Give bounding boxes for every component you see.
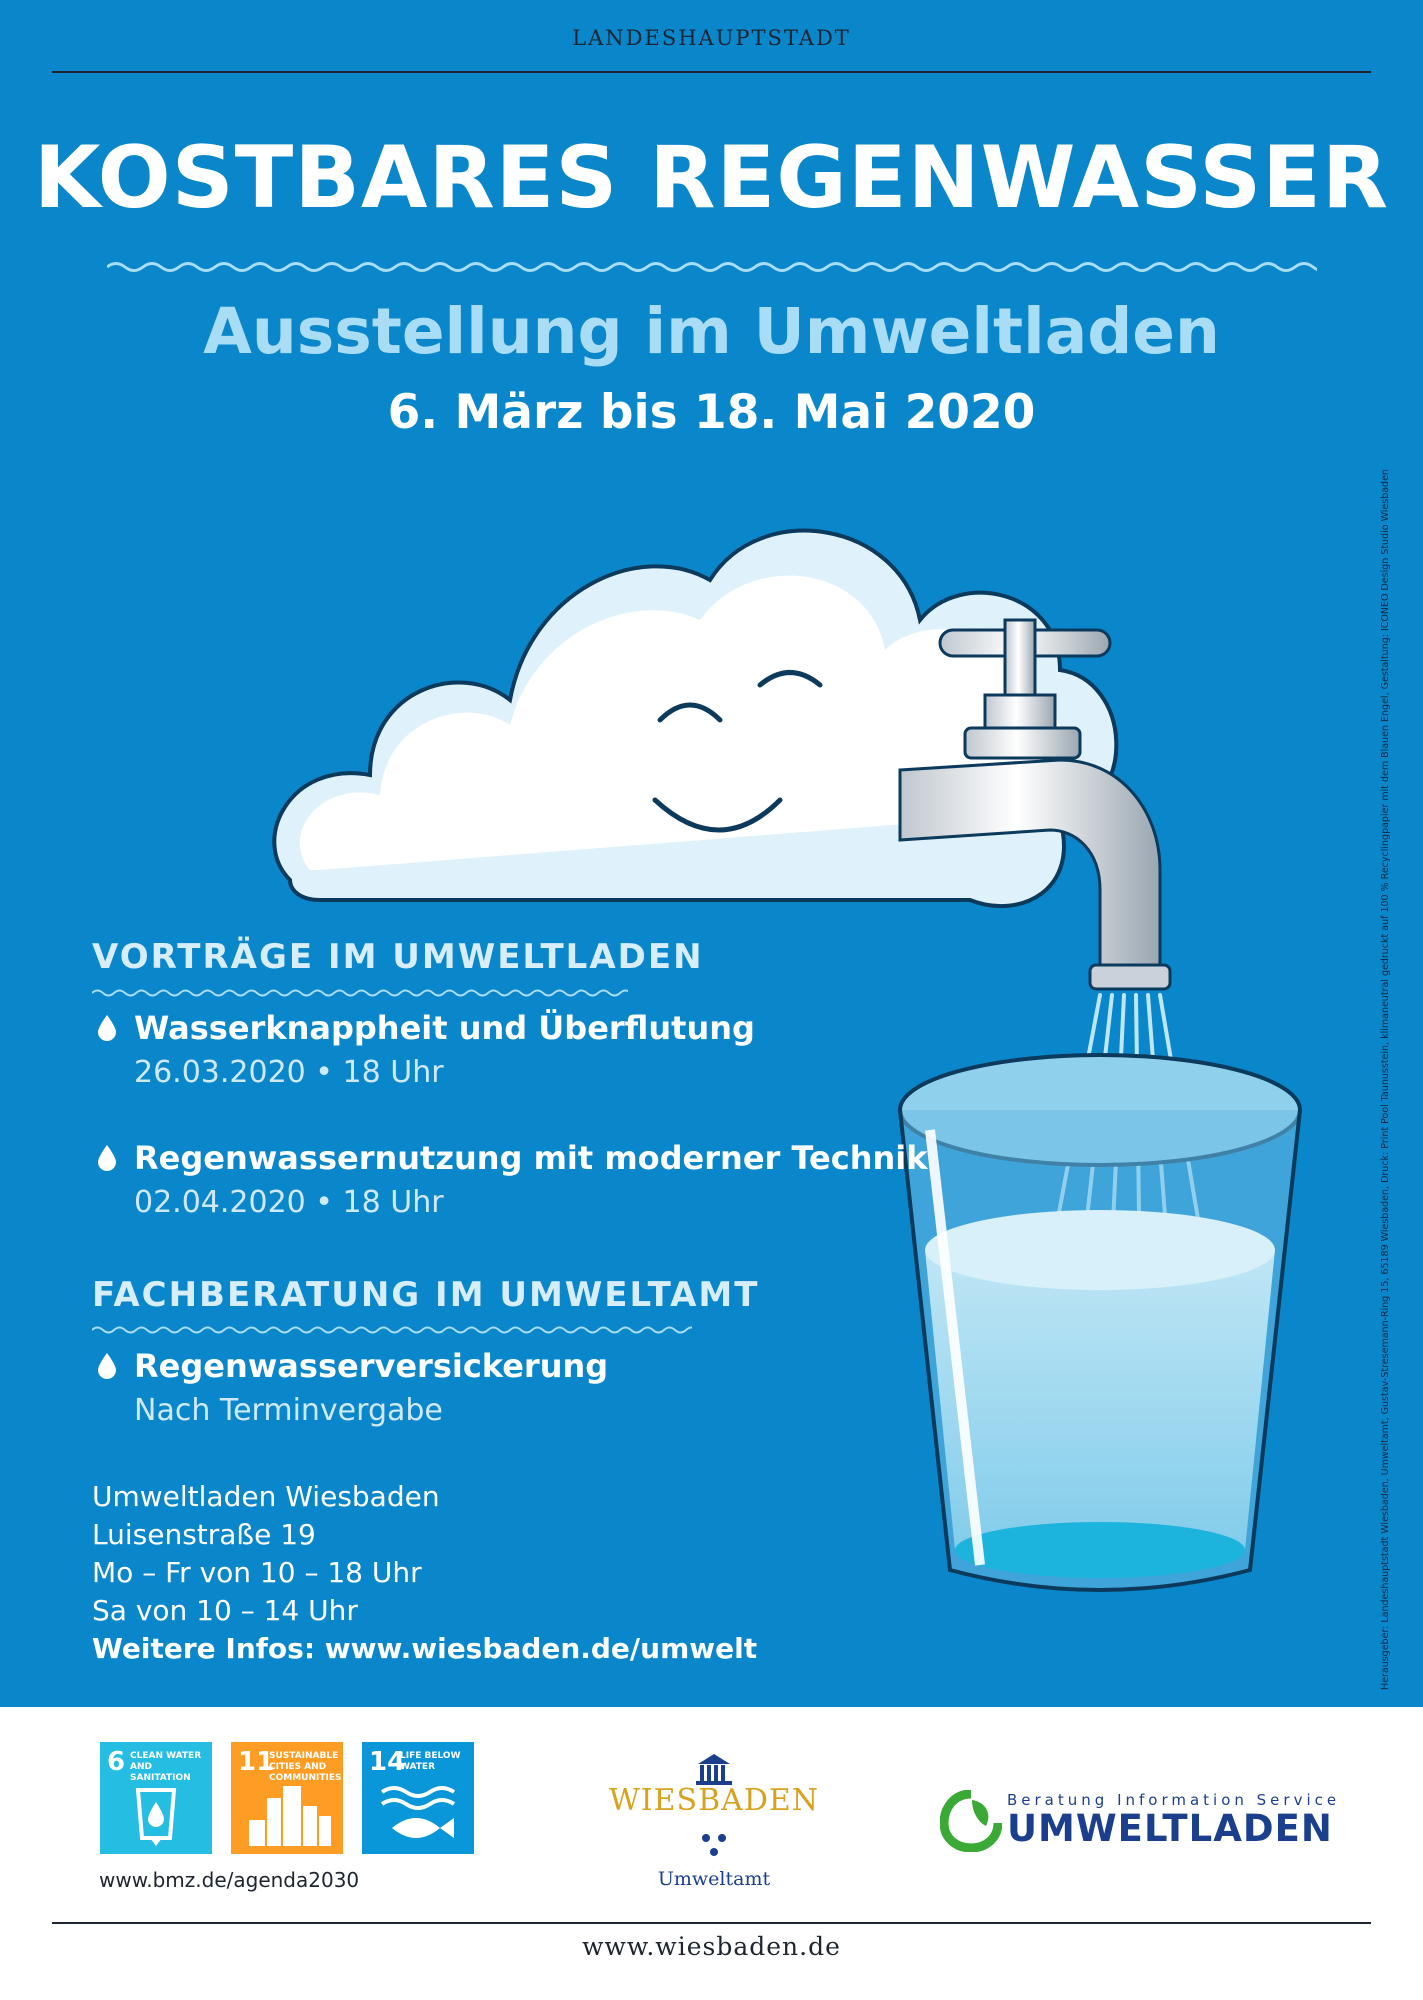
- contact-line-4: Sa von 10 – 14 Uhr: [92, 1594, 358, 1627]
- sdg-11-badge[interactable]: 11 SUSTAINABLE CITIES AND COMMUNITIES: [231, 1742, 343, 1854]
- exhibition-dates: 6. März bis 18. Mai 2020: [387, 385, 1036, 440]
- water-drop-bullet-icon: [98, 1145, 116, 1171]
- sdg-14-badge[interactable]: 14 LIFE BELOW WATER: [362, 1742, 474, 1854]
- umweltladen-leaf-logo-icon: [940, 1790, 1002, 1852]
- talks-heading: VORTRÄGE IM UMWELTLADEN: [92, 937, 704, 977]
- bmz-agenda-link[interactable]: www.bmz.de/agenda2030: [99, 1868, 360, 1892]
- top-label: LANDESHAUPTSTADT: [572, 26, 851, 50]
- wiesbaden-building-icon: [694, 1752, 734, 1786]
- consulting-heading: FACHBERATUNG IM UMWELTAMT: [92, 1275, 760, 1315]
- talks-wave-divider: [92, 986, 628, 1000]
- wiesbaden-umweltamt-label: Umweltamt: [657, 1868, 771, 1890]
- umweltladen-tagline: Beratung Information Service: [1007, 1791, 1341, 1809]
- more-info-link[interactable]: Weitere Infos: www.wiesbaden.de/umwelt: [92, 1632, 758, 1665]
- talk-2-date: 02.04.2020 • 18 Uhr: [134, 1185, 444, 1220]
- wiesbaden-lilies-icon: [694, 1830, 734, 1860]
- sdg-6-badge[interactable]: 6 CLEAN WATER AND SANITATION: [100, 1742, 212, 1854]
- fish-waves-icon: [362, 1742, 474, 1854]
- talk-1-date: 26.03.2020 • 18 Uhr: [134, 1055, 444, 1090]
- talk-2-title: Regenwassernutzung mit moderner Technik: [134, 1139, 928, 1177]
- title-wave-divider: [107, 257, 1317, 277]
- consulting-1-detail: Nach Terminvergabe: [134, 1393, 443, 1428]
- consulting-wave-divider: [92, 1323, 692, 1337]
- water-drop-glass-icon: [100, 1742, 212, 1854]
- city-buildings-icon: [231, 1742, 343, 1854]
- poster-subtitle: Ausstellung im Umweltladen: [203, 295, 1220, 368]
- wiesbaden-logo-wordmark: WIESBADEN: [608, 1783, 820, 1818]
- contact-line-1: Umweltladen Wiesbaden: [92, 1480, 440, 1513]
- poster-title: KOSTBARES REGENWASSER: [33, 128, 1390, 228]
- consulting-1-title: Regenwasserversickerung: [134, 1347, 609, 1385]
- print-credit-vertical: Herausgeber: Landeshauptstadt Wiesbaden, Umweltamt, Gustav-Stresemann-Ring 15, 65189 Wiesbaden, Druck: Print Pool Taunusstein, klimaneutral gedruckt auf 100 % Recyclingpapier mit dem Blauen Engel, Gestaltung: ICONEO Design Studio Wiesbaden: [1380, 469, 1391, 1690]
- umweltladen-logo-wordmark: UMWELTLADEN: [1007, 1807, 1333, 1850]
- water-drop-bullet-icon: [98, 1015, 116, 1041]
- talk-1-title: Wasserknappheit und Überflutung: [134, 1009, 755, 1047]
- top-rule: [52, 71, 1371, 73]
- bottom-rule: [52, 1922, 1371, 1924]
- water-glass-icon: [900, 1055, 1300, 1590]
- water-drop-bullet-icon: [98, 1353, 116, 1379]
- contact-line-3: Mo – Fr von 10 – 18 Uhr: [92, 1556, 422, 1589]
- contact-line-2: Luisenstraße 19: [92, 1518, 316, 1551]
- wiesbaden-website-link[interactable]: www.wiesbaden.de: [582, 1932, 841, 1961]
